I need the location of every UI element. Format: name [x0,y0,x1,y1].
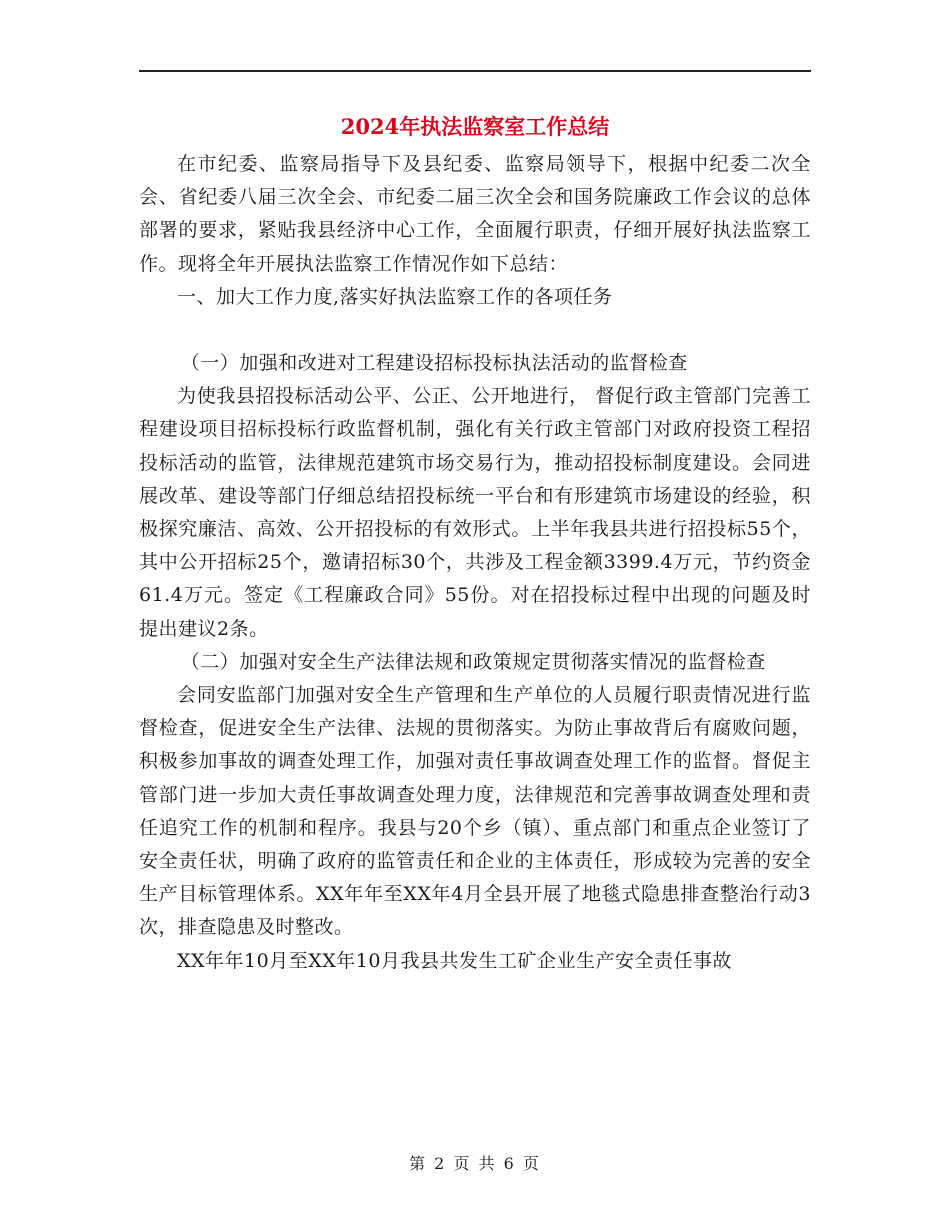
intro-paragraph: 在市纪委、监察局指导下及县纪委、监察局领导下，根据中纪委二次全会、省纪委八届三次全会、市纪委二届三次全会和国务院廉政工作会议的总体部署的要求，紧贴我县经济中心工作，全面履行职责，仔细开展好执法监察工作。现将全年开展执法监察工作情况作如下总结： [139,153,811,275]
subsection-heading-1: （一）加强和改进对工程建设招标投标执法活动的监督检查 [180,352,688,375]
header-rule [139,70,811,72]
document-title: 2024年执法监察室工作总结 [340,114,610,139]
subsection-body-2: 会同安监部门加强对安全生产管理和生产单位的人员履行职责情况进行监督检查，促进安全生产法律、法规的贯彻落实。为防止事故背后有腐败问题，积极参加事故的调查处理工作，加强对责任事故调查处理工作的监督。督促主管部门进一步加大责任事故调查处理力度，法律规范和完善事故调查处理和责任追究工作的机制和程序。我县与20个乡（镇）、重点部门和重点企业签订了安全责任状，明确了政府的监管责任和企业的主体责任，形成较为完善的安全生产目标管理体系。XX年年至XX年4月全县开展了地毯式隐患排查整治行动3次，排查隐患及时整改。 [139,684,811,939]
subsection-body-1: 为使我县招投标活动公平、公正、公开地进行， 督促行政主管部门完善工程建设项目招标投标行政监督机制，强化有关行政主管部门对政府投资工程招投标活动的监管，法律规范建筑市场交易行为，推动招投标制度建设。会同进展改革、建设等部门仔细总结招投标统一平台和有形建筑市场建设的经验，积极探究廉洁、高效、公开招投标的有效形式。上半年我县共进行招投标55个，其中公开招标25个，邀请招标30个，共涉及工程金额3399.4万元，节约资金61.4万元。签定《工程廉政合同》55份。对在招投标过程中出现的问题及时提出建议2条。 [139,385,811,640]
page-number: 第 2 页 共 6 页 [409,1154,541,1173]
blank-line [139,314,811,347]
subsection-body-2-continued: XX年年10月至XX年10月我县共发生工矿企业生产安全责任事故 [177,949,732,972]
subsection-heading-2: （二）加强对安全生产法律法规和政策规定贯彻落实情况的监督检查 [180,650,766,673]
document-body [139,148,811,978]
section-heading-1: 一、加大工作力度,落实好执法监察工作的各项任务 [177,285,613,308]
